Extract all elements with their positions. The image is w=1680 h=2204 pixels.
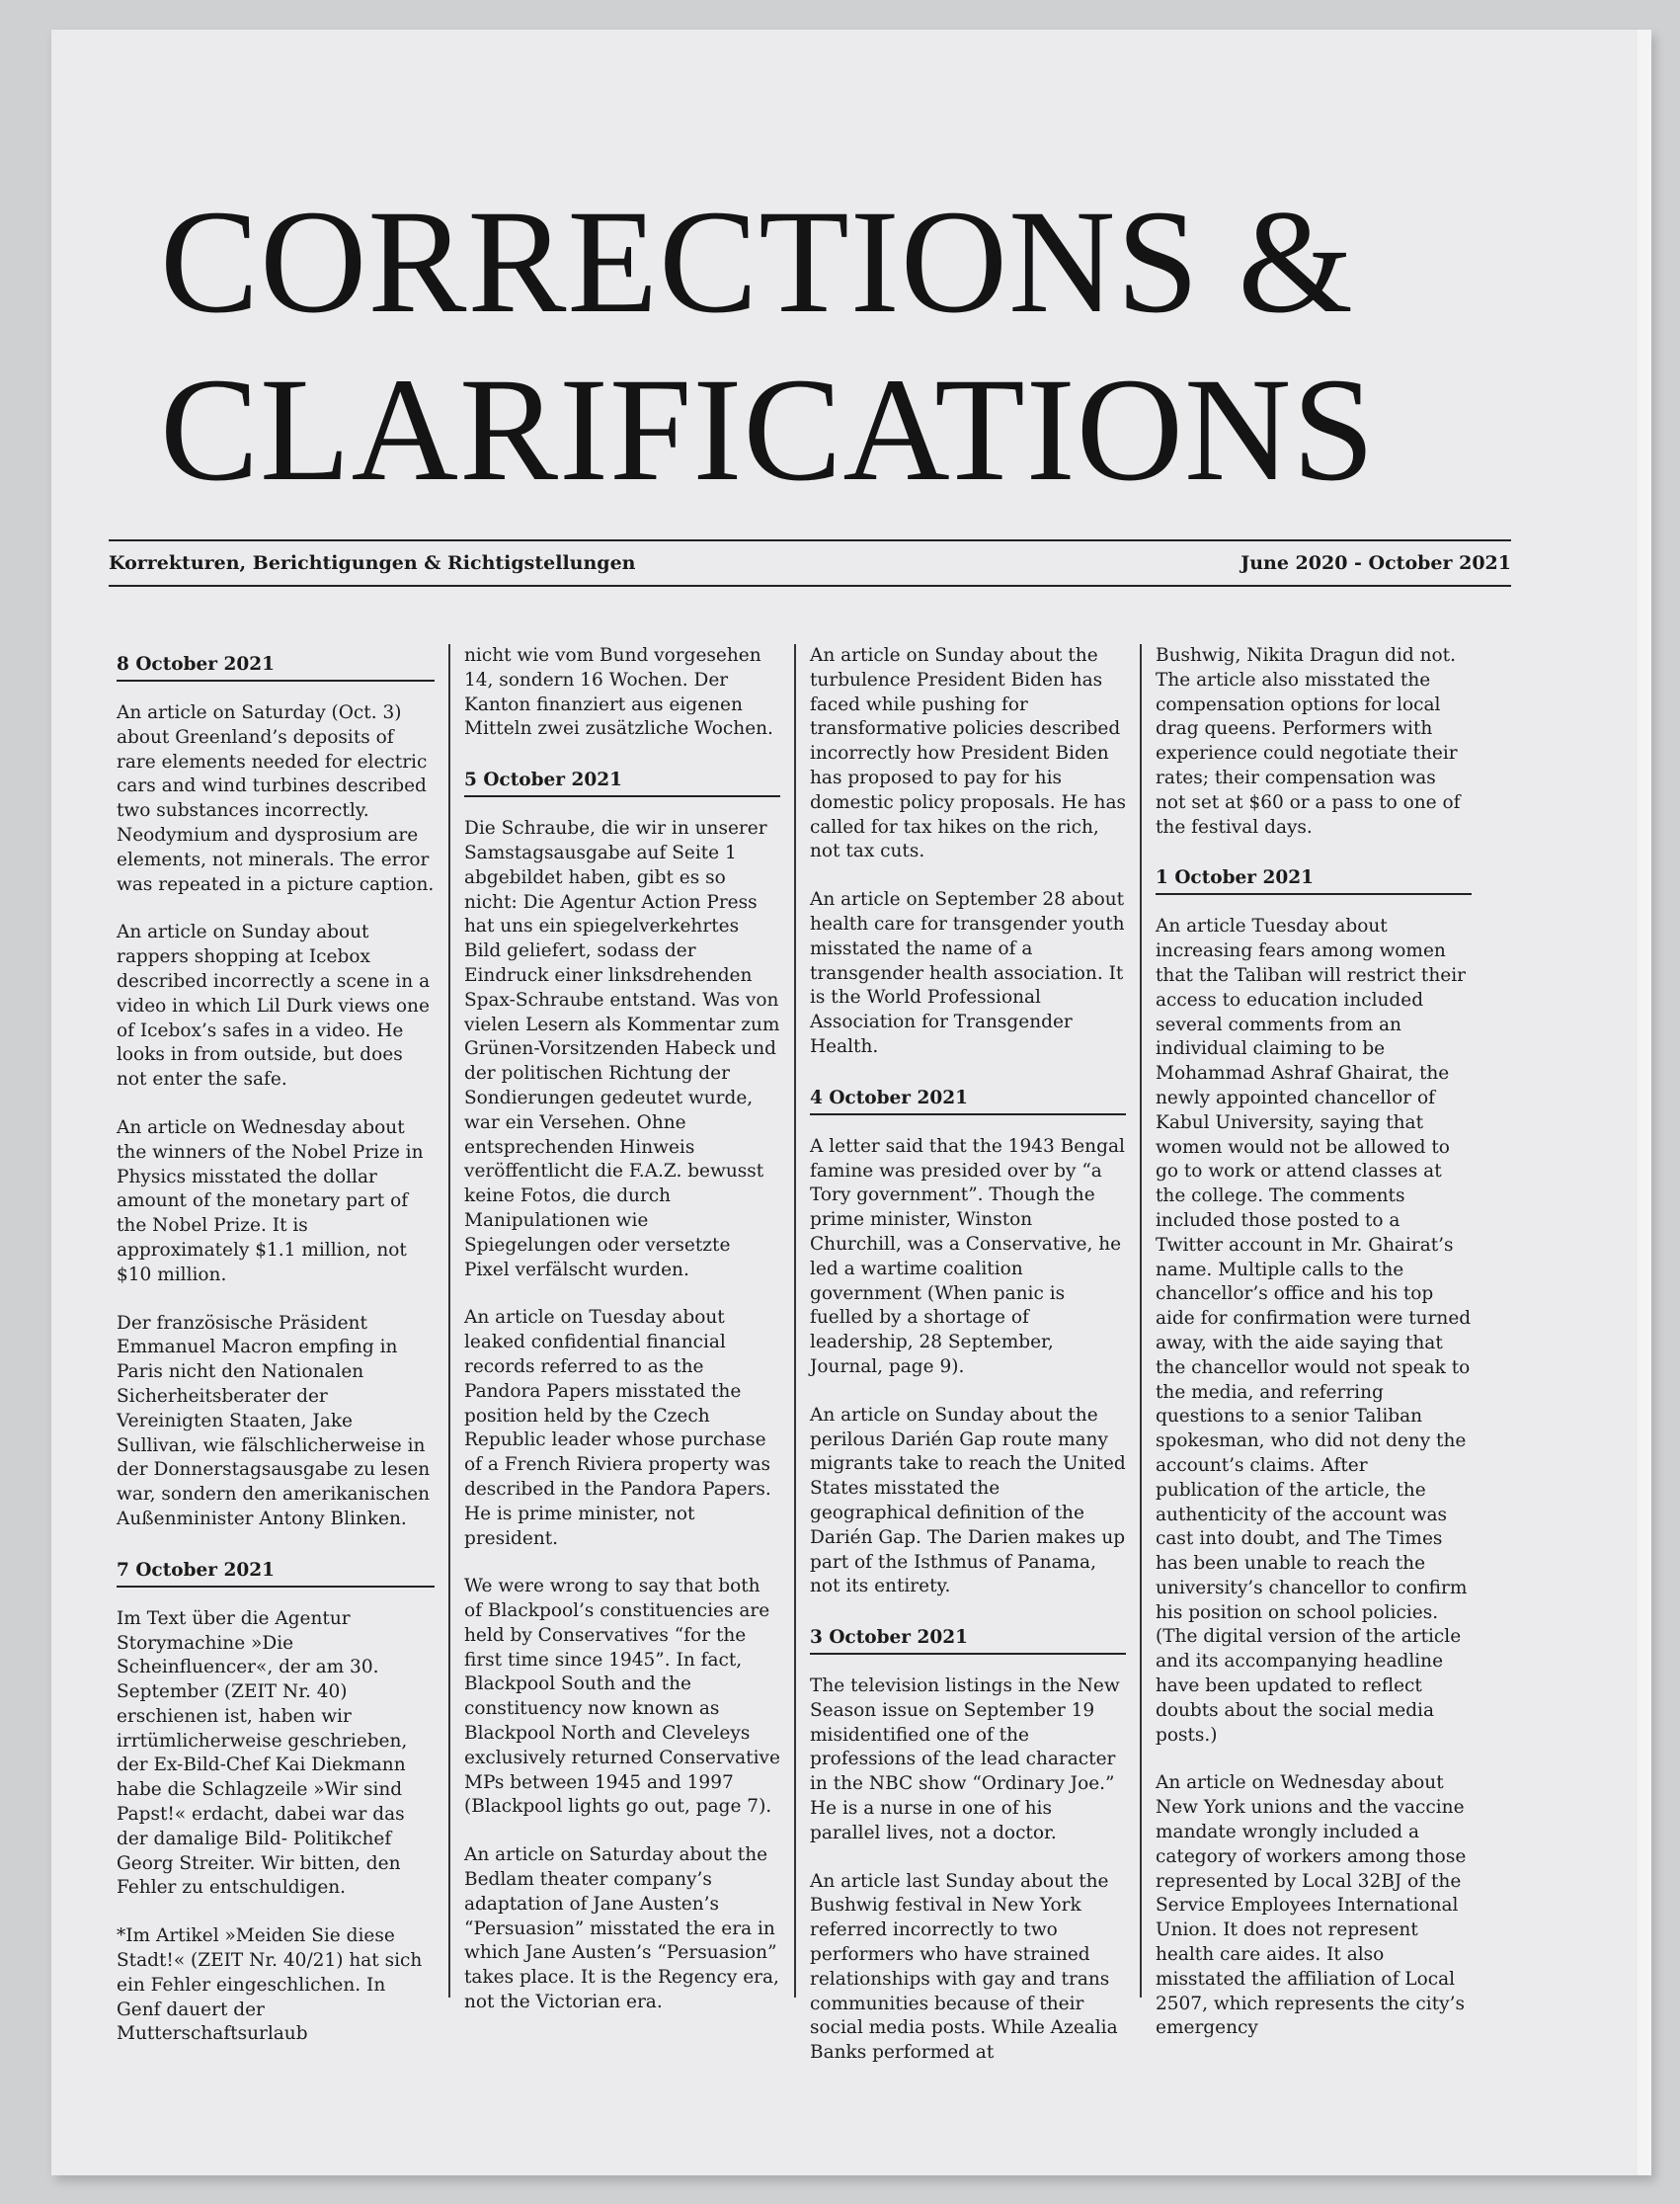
correction-paragraph: An article on Tuesday about leaked confidential financial records referred to as the Pandora Papers misstated the position held by the Czech Republic leader whose purchase of a French Riviera property was described in the Pandora Papers. He is prime minister, not president.	[464, 1307, 771, 1549]
correction-paragraph: nicht wie vom Bund vorgesehen 14, sondern 16 Wochen. Der Kanton finanziert aus eigenen Mitteln zwei zusätzliche Wochen.	[464, 645, 773, 740]
correction-paragraph: An article last Sunday about the Bushwig festival in New York referred incorrectly to two performers who have strained relationships with gay and trans communities because of their social media posts. While Azealia Banks performed at	[810, 1870, 1118, 2064]
correction-paragraph: Die Schraube, die wir in unserer Samstagsausgabe auf Seite 1 abgebildet haben, gibt es so nicht: Die Agentur Action Press hat uns ein spiegelverkehrtes Bild geliefert, sodass der Eindruck einer linksdrehenden Spax-Schraube entstand. Was von vielen Lesern als Kommentar zum Grünen-Vorsitzenden Habeck und der politischen Richtung der Sondierungen gedeutet wurde, war ein Versehen. Ohne entsprechenden Hinweis veröffentlicht die F.A.Z. bewusst keine Fotos, die durch Manipulationen wie Spiegelungen oder versetzte Pixel verfälscht wurden.	[464, 818, 780, 1280]
correction-paragraph: An article Tuesday about increasing fears among women that the Taliban will restrict their access to education included several comments from an individual claiming to be Mohammad Ashraf Ghairat, the newly appointed chancellor of Kabul University, saying that women would not be allowed to go to work or attend classes at the college. The comments included those posted to a Twitter account in Mr. Ghairat’s name. Multiple calls to the chancellor’s office and his top aide for confirmation were turned away, with the aide saying that the chancellor would not speak to the media, and referring questions to a senior Taliban spokesman, who did not deny the account’s claims. After publication of the article, the authenticity of the account was cast into doubt, and The Times has been unable to reach the university’s chancellor to confirm his position on school policies. (The digital version of the article and its accompanying headline have been updated to reflect doubts about the social media posts.)	[1156, 916, 1472, 1746]
date-heading: 4 October 2021	[810, 1084, 1126, 1115]
correction-paragraph: An article on Sunday about the perilous Darién Gap route many migrants take to reach the United States misstated the geographical definition of the Darién Gap. The Darien makes up part of the Isthmus of Panama, not its entirety.	[810, 1404, 1126, 1597]
correction-paragraph: We were wrong to say that both of Blackpool’s constituencies are held by Conservatives “for the first time since 1945”. In fact, Blackpool South and the constituency now known as Blackpool North and Cleveleys exclusively returned Conservative MPs between 1945 and 1997 (Blackpool lights go out, page 7).	[464, 1576, 780, 1818]
correction-paragraph: An article on Saturday (Oct. 3) about Greenland’s deposits of rare elements needed for electric cars and wind turbines described two substances incorrectly. Neodymium and dysprosium are elements, not minerals. The error was repeated in a picture caption.	[117, 702, 435, 895]
correction-paragraph: An article on Sunday about rappers shopping at Icebox described incorrectly a scene in a video in which Lil Durk views one of Icebox’s safes in a video. He looks in from outside, but does not enter the safe.	[117, 922, 431, 1091]
column-1	[103, 644, 448, 2045]
masthead-line-1: CORRECTIONS &	[160, 180, 1354, 344]
subheader-date-range: June 2020 - October 2021	[1240, 552, 1511, 574]
column-2	[448, 644, 794, 2013]
correction-paragraph: An article on Wednesday about the winners of the Nobel Prize in Physics misstated the dollar amount of the monetary part of the Nobel Prize. It is approximately $1.1 million, not $10 million.	[117, 1116, 424, 1285]
correction-paragraph: An article on September 28 about health care for transgender youth misstated the name of a transgender health association. It is the World Professional Association for Transgender Health.	[810, 889, 1125, 1057]
correction-paragraph: *Im Artikel »Meiden Sie diese Stadt!« (ZEIT Nr. 40/21) hat sich ein Fehler eingeschlichen. In Genf dauert der Mutterschaftsurlaub	[117, 1925, 423, 2045]
column-4	[1140, 644, 1485, 2039]
correction-paragraph: An article on Wednesday about New York unions and the vaccine mandate wrongly included a category of workers among those represented by Local 32BJ of the Service Employees International Union. It does not represent health care aides. It also misstated the affiliation of Local 2507, which represents the city’s emergency	[1156, 1772, 1467, 2039]
date-heading: 5 October 2021	[464, 766, 780, 797]
column-content	[111, 650, 440, 2047]
date-heading: 3 October 2021	[810, 1623, 1126, 1655]
correction-paragraph: Der französische Präsident Emmanuel Macron empfing in Paris nicht den Nationalen Sicherheitsberater der Vereinigten Staaten, Jake Sullivan, wie fälschlicherweise in der Donnerstagsausgabe zu lesen war, sondern den amerikanischen Außenminister Antony Blinken.	[117, 1312, 431, 1529]
column-3	[794, 644, 1140, 2064]
masthead-title	[160, 178, 1562, 514]
correction-paragraph: Im Text über die Agentur Storymachine »Die Scheinfluencer«, der am 30. September (ZEIT Nr. 40) erschienen ist, haben wir irrtümlicherweise geschrieben, der Ex-Bild-Chef Kai Diekmann habe die Schlagzeile »Wir sind Papst!« erdacht, dabei war das der damalige Bild- Politikchef Georg Streiter. Wir bitten, den Fehler zu entschuldigen.	[117, 1607, 408, 1899]
date-heading: 7 October 2021	[117, 1556, 435, 1588]
correction-paragraph: An article on Sunday about the turbulence President Biden has faced while pushing for transformative policies described incorrectly how President Biden has proposed to pay for his domestic policy proposals. He has called for tax hikes on the rich, not tax cuts.	[810, 645, 1126, 862]
subheader-bar	[109, 539, 1511, 587]
correction-paragraph: A letter said that the 1943 Bengal famine was presided over by “a Tory government”. Though the prime minister, Winston Churchill, was a Conservative, he led a wartime coalition government (When panic is fuelled by a shortage of leadership, 28 September, Journal, page 9).	[810, 1135, 1125, 1377]
column-content	[1150, 644, 1478, 2041]
date-heading: 8 October 2021	[117, 650, 435, 682]
article-columns	[103, 644, 1515, 2064]
correction-paragraph: An article on Saturday about the Bedlam theater company’s adaptation of Jane Austen’s “Persuasion” misstated the era in which Jane Austen’s “Persuasion” takes place. It is the Regency era, not the Victorian era.	[464, 1844, 779, 2013]
date-heading: 1 October 2021	[1156, 863, 1472, 895]
column-content	[458, 644, 786, 2015]
masthead-line-2: CLARIFICATIONS	[160, 348, 1376, 512]
column-content	[804, 644, 1132, 2066]
subheader-subtitle: Korrekturen, Berichtigungen & Richtigstellungen	[109, 552, 636, 574]
correction-paragraph: Bushwig, Nikita Dragun did not. The article also misstated the compensation options for local drag queens. Performers with experience could negotiate their rates; their compensation was not set at $60 or a pass to one of the festival days.	[1156, 645, 1461, 838]
correction-paragraph: The television listings in the New Season issue on September 19 misidentified one of the professions of the lead character in the NBC show “Ordinary Joe.” He is a nurse in one of his parallel lives, not a doctor.	[810, 1675, 1120, 1843]
